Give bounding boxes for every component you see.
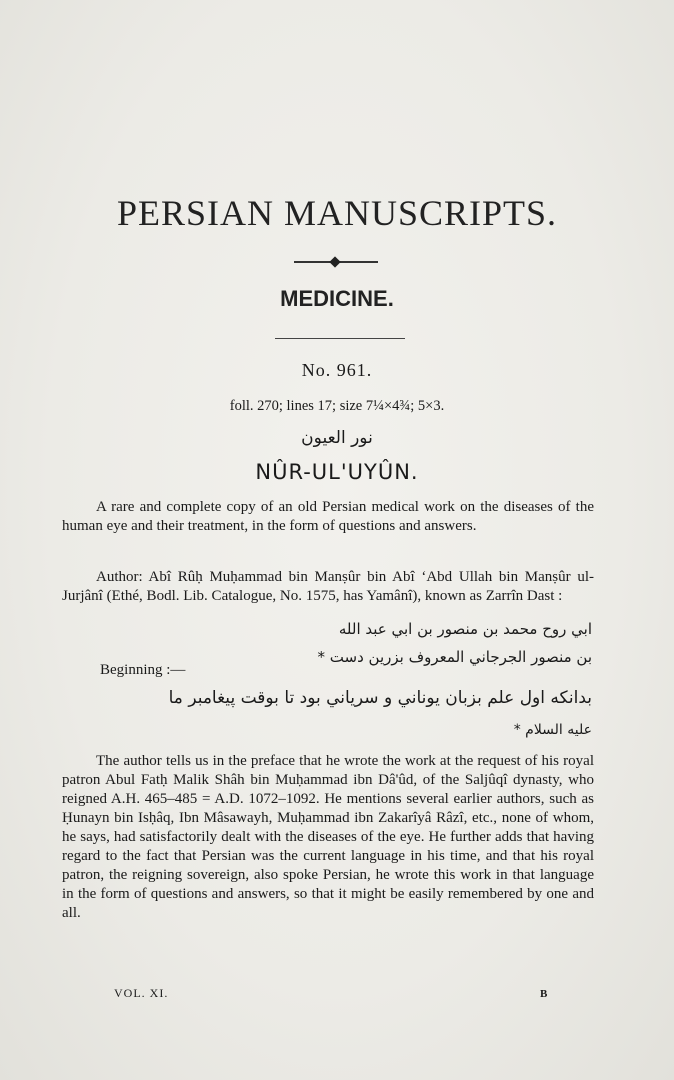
work-title-transliterated: NÛR-UL'UYÛN. (255, 460, 419, 484)
ornament-diamond-icon (329, 256, 340, 267)
beginning-arabic-line-1: بدانكه اول علم بزبان يوناني و سرياني بود تا بوقت پيغامبر ما (168, 688, 592, 708)
manuscript-number: No. 961. (301, 360, 373, 380)
section-divider (275, 338, 405, 339)
beginning-label: Beginning :— (100, 662, 186, 678)
page-title: PERSIAN MANUSCRIPTS. (116, 193, 558, 233)
body-text: The author tells us in the preface that he wrote the work at the request of his royal patron Abul Fatḥ Malik Shâh bin Muḥammad ibn Dâ'ûd, of the Saljûqî dynasty, who reigned A.H. 465–485 = A.D. 1072–1092. He mentions several earlier authors, such as Ḥunayn bin Isḥâq, Ibn Mâsawayh, Muḥammad ibn Zakarîyâ Râzî, etc., none of whom, he says, had satisfactorily dealt with the diseases of the eye. He further adds that having regard to the fact that Persian was the current language in his time, and that his royal patron, the reigning sovereign, also spoke Persian, he wrote this work in that language in the form of questions and answers, so that it might be easily remembered by one and all. (62, 753, 594, 921)
beginning-arabic-line-2: عليه السلام * (513, 722, 592, 738)
section-title: MEDICINE. (280, 286, 394, 311)
work-title-arabic: نور العيون (301, 428, 373, 448)
volume-footer: VOL. XI. (114, 986, 169, 1000)
author-text: Author: Abî Rûḥ Muḥammad bin Manṣûr bin Abî ‘Abd Ullah bin Manṣûr ul-Jurjânî (Ethé, Bodl. Lib. Catalogue, No. 1575, has Yamânî), known as Zarrîn Dast : (62, 569, 594, 604)
author-arabic-line-1: ابي روح محمد بن منصور بن ابي عبد الله (338, 620, 592, 638)
body-paragraph (62, 752, 594, 923)
description-text: A rare and complete copy of an old Persian medical work on the diseases of the human eye and their treatment, in the form of questions and answers. (62, 499, 594, 534)
author-paragraph (62, 568, 594, 606)
author-arabic-line-2: بن منصور الجرجاني المعروف بزرين دست * (317, 648, 592, 666)
signature-mark: B (540, 988, 548, 1000)
manuscript-details: foll. 270; lines 17; size 7¼×4¾; 5×3. (229, 398, 445, 414)
description-paragraph (62, 498, 594, 536)
